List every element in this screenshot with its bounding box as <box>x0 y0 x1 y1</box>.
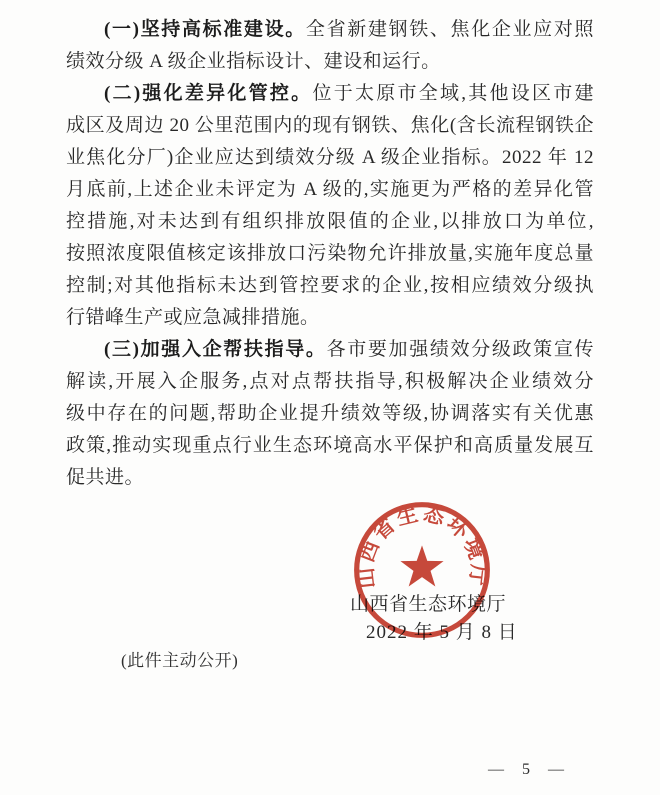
seal-ring-text: 山西省生态环境厅 <box>352 501 492 590</box>
issue-date: 2022 年 5 月 8 日 <box>366 622 518 643</box>
paragraph-text: 按照浓度限值核定该排放口污染物允许排放量,实施年度总量 <box>66 243 594 264</box>
paragraph <box>66 14 594 78</box>
paragraph-text: 各市要加强绩效分级政策宣传 <box>326 339 594 360</box>
text-line <box>66 398 594 430</box>
text-line <box>66 462 594 494</box>
issuer-name: 山西省生态环境厅 <box>350 594 507 615</box>
paragraph-text: 绩效分级 A 级企业指标设计、建设和运行。 <box>66 51 441 72</box>
paragraph-text: 行错峰生产或应急减排措施。 <box>66 307 320 328</box>
star-icon <box>400 545 443 586</box>
paragraph-lead: (三)加强入企帮扶指导。 <box>104 339 327 360</box>
paragraph-text: 位于太原市全域,其他设区市建 <box>312 83 594 104</box>
paragraph-text: 业焦化分厂)企业应达到绩效分级 A 级企业指标。2022 年 12 <box>66 147 594 168</box>
text-line <box>66 206 594 238</box>
paragraph <box>66 334 594 494</box>
text-line <box>66 270 594 302</box>
text-line <box>66 78 594 110</box>
paragraph-text: 级中存在的问题,帮助企业提升绩效等级,协调落实有关优惠 <box>66 403 594 424</box>
paragraph-lead: (二)强化差异化管控。 <box>104 83 313 104</box>
paragraph-text: 控措施,对未达到有组织排放限值的企业,以排放口为单位, <box>66 211 594 232</box>
text-line <box>66 14 594 46</box>
document-body <box>66 14 594 494</box>
text-line <box>66 334 594 366</box>
paragraph <box>66 78 594 334</box>
paragraph-text: 政策,推动实现重点行业生态环境高水平保护和高质量发展互 <box>66 435 594 456</box>
disclosure-note: (此件主动公开) <box>121 651 239 670</box>
text-line <box>66 430 594 462</box>
paragraph-text: 解读,开展入企服务,点对点帮扶指导,积极解决企业绩效分 <box>66 371 594 392</box>
text-line <box>66 46 594 78</box>
paragraph-text: 全省新建钢铁、焦化企业应对照 <box>305 19 594 40</box>
seal-ring-text-holder <box>353 501 491 590</box>
text-line <box>66 110 594 142</box>
paragraph-lead: (一)坚持高标准建设。 <box>104 19 306 40</box>
text-line <box>66 174 594 206</box>
page-number: — 5 — <box>488 761 571 778</box>
text-line <box>66 366 594 398</box>
paragraph-text: 月底前,上述企业未评定为 A 级的,实施更为严格的差异化管 <box>66 179 594 200</box>
text-line <box>66 142 594 174</box>
paragraph-text: 促共进。 <box>66 467 145 488</box>
paragraph-text: 成区及周边 20 公里范围内的现有钢铁、焦化(含长流程钢铁企 <box>66 115 594 136</box>
text-line <box>66 302 594 334</box>
paragraph-text: 控制;对其他指标未达到管控要求的企业,按相应绩效分级执 <box>66 275 594 296</box>
text-line <box>66 238 594 270</box>
